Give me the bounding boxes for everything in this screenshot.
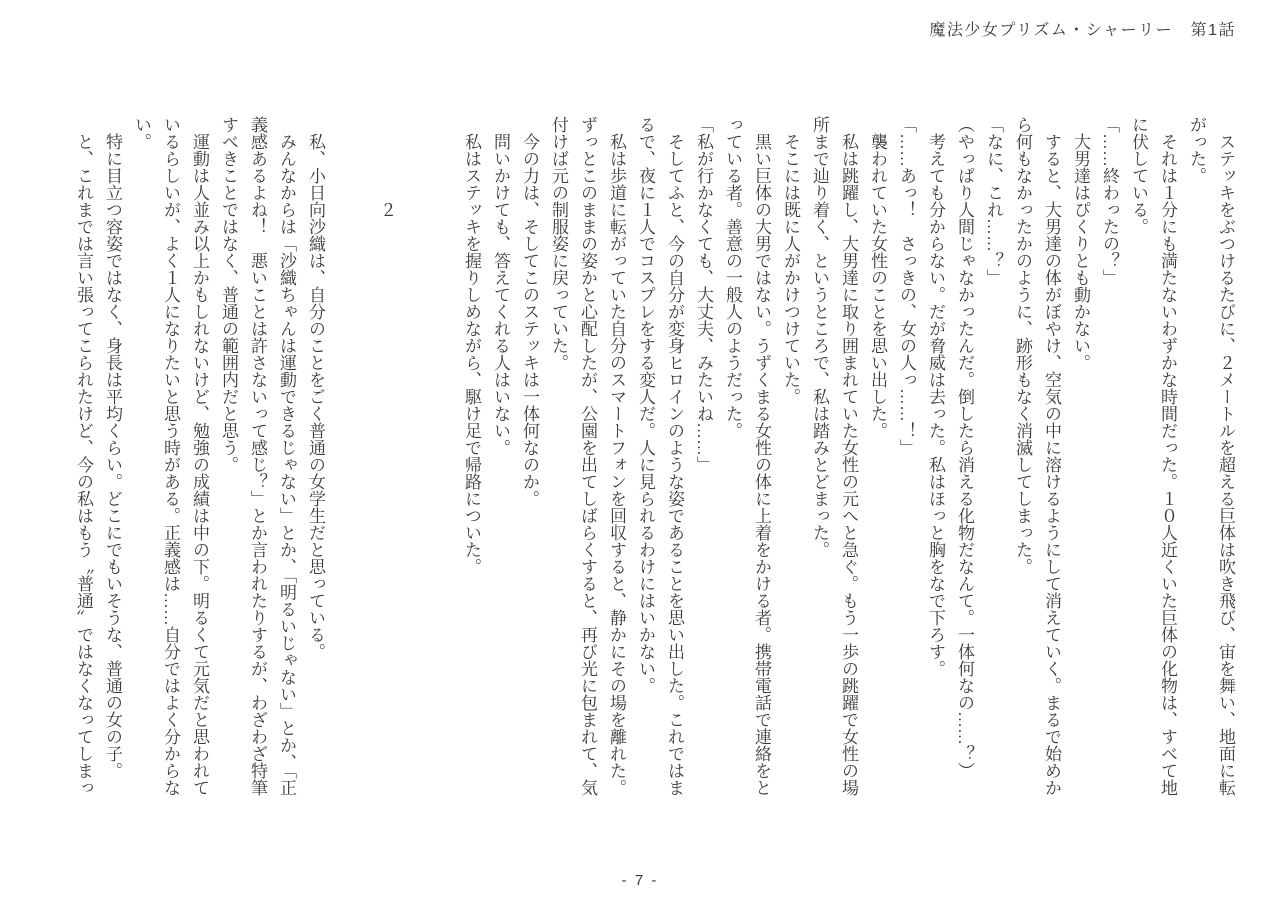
- paragraph: と、これまでは言い張ってこられたけど、今の私はもう〝普通〟ではなくなってしまっ: [74, 133, 93, 796]
- paragraph: 今の力は、そしてこのステッキは一体何なのか。: [520, 133, 539, 507]
- paragraph: 「……あっ！ さっきの、女の人っ……！」: [897, 116, 916, 456]
- paragraph: 私は跳躍し、大男達に取り囲まれていた女性の元へと急ぐ。もう一歩の跳躍で女性の場所まで辿り着く、というところで、私は踏みとどまった。: [810, 116, 858, 796]
- paragraph: 「……終わったの？」: [1100, 116, 1119, 286]
- paragraph: みんなからは「沙織ちゃんは運動できるじゃない」とか、「明るいじゃない」とか、「正義感あるよね！ 悪いことは許さないって感じ？」とか言われたりするが、わざわざ特筆すべきことではなく、普通の範囲内だと思う。: [219, 116, 296, 796]
- paragraph: 襲われていた女性のことを思い出した。: [868, 133, 887, 439]
- paragraph: 「私が行かなくても、大丈夫、みたいね……」: [694, 116, 713, 473]
- paragraph: 私、小日向沙織は、自分のことをごく普通の女学生だと思っている。: [306, 133, 325, 660]
- paragraph: 特に目立つ容姿ではなく、身長は平均くらい。どこにでもいそうな、普通の女の子。: [103, 133, 122, 779]
- paragraph: 問いかけても、答えてくれる人はいない。: [491, 133, 510, 456]
- paragraph: 運動は人並み以上かもしれないけど、勉強の成績は中の下。明るくて元気だと思われているらしいが、よく１人になりたいと思う時がある。正義感は……自分ではよく分からない。: [132, 116, 209, 796]
- paragraph: 私は歩道に転がっていた自分のスマートフォンを回収すると、静かにその場を離れた。: [607, 133, 626, 796]
- paragraph: 考えても分からない。だが脅威は去った。私はほっと胸をなで下ろす。: [926, 133, 945, 677]
- page-number: - 7 -: [621, 872, 659, 889]
- page-header: [929, 17, 1236, 40]
- page-footer: [0, 872, 1280, 889]
- paragraph: 黒い巨体の大男ではない。うずくまる女性の体に上着をかける者。携帯電話で連絡をとっている者。善意の一般人のようだった。: [723, 116, 771, 796]
- paragraph: ステッキをぶつけるたびに、２メートルを超える巨体は吹き飛び、宙を舞い、地面に転がった。: [1187, 116, 1235, 796]
- paragraph: すると、大男達の体がぼやけ、空気の中に溶けるようにして消えていく。まるで始めから何もなかったかのように、跡形もなく消滅してしまった。: [1013, 116, 1061, 796]
- paragraph: 私はステッキを握りしめながら、駆け足で帰路についた。: [462, 133, 481, 575]
- paragraph: それは１分にも満たないわずかな時間だった。１０人近くいた巨体の化物は、すべて地に伏している。: [1129, 116, 1177, 796]
- running-title: 魔法少女プリズム・シャーリー 第1話: [929, 22, 1236, 39]
- paragraph: ずっとこのままの姿かと心配したが、公園を出てしばらくすると、再び光に包まれて、気付けば元の制服姿に戻っていた。: [549, 116, 597, 796]
- paragraph: 「なに、これ……？」: [984, 116, 1003, 286]
- paragraph: （やっぱり人間じゃなかったんだ。倒したら消える化物だなんて。一体何なの……？）: [955, 116, 974, 779]
- paragraph: 大男達はぴくりとも動かない。: [1071, 133, 1090, 371]
- section-number: ２: [377, 201, 396, 218]
- paragraph: そしてふと、今の自分が変身ヒロインのような姿であることを思い出した。これではまるで、夜に１人でコスプレをする変人だ。人に見られるわけにはいかない。: [636, 116, 684, 796]
- body-text: [69, 116, 1240, 798]
- paragraph: そこには既に人がかけつけていた。: [781, 133, 800, 405]
